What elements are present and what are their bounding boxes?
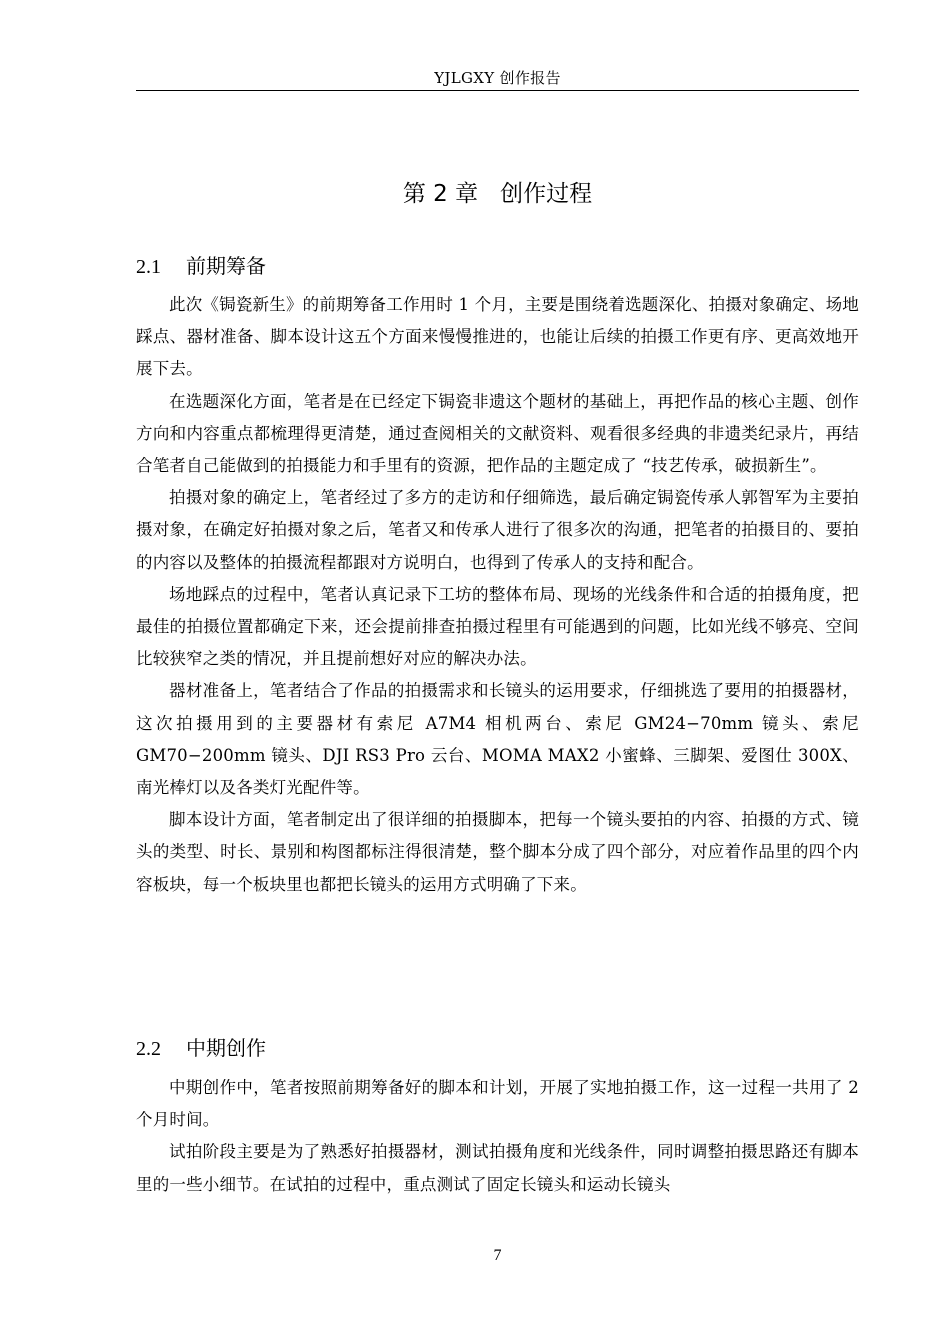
chapter-name: 创作过程 — [500, 181, 593, 207]
chapter-title — [136, 178, 859, 210]
section-heading-2-1 — [136, 252, 266, 281]
section-number: 2.1 — [136, 256, 161, 278]
header-rule — [136, 90, 859, 91]
section-body-2-2 — [136, 1072, 859, 1201]
paragraph: 在选题深化方面，笔者是在已经定下锔瓷非遗这个题材的基础上，再把作品的核心主题、创作方向和内容重点都梳理得更清楚，通过查阅相关的文献资料、观看很多经典的非遗类纪录片，再结合笔者自己能做到的拍摄能力和手里有的资源，把作品的主题定成了 “技艺传承，破损新生”。 — [136, 391, 859, 476]
section-title: 中期创作 — [186, 1036, 266, 1060]
paragraph: 中期创作中，笔者按照前期筹备好的脚本和计划，开展了实地拍摄工作，这一过程一共用了 2 个月时间。 — [136, 1078, 859, 1130]
paragraph: 试拍阶段主要是为了熟悉好拍摄器材，测试拍摄角度和光线条件，同时调整拍摄思路还有脚本里的一些小细节。在试拍的过程中，重点测试了固定长镜头和运动长镜头 — [136, 1142, 859, 1194]
paragraph: 此次《锔瓷新生》的前期筹备工作用时 1 个月，主要是围绕着选题深化、拍摄对象确定、场地踩点、器材准备、脚本设计这五个方面来慢慢推进的，也能让后续的拍摄工作更有序、更高效地开展下去。 — [136, 295, 859, 379]
paragraph: 器材准备上，笔者结合了作品的拍摄需求和长镜头的运用要求，仔细挑选了要用的拍摄器材，这次拍摄用到的主要器材有索尼 A7M4 相机两台、索尼 GM24−70mm 镜头、索尼 GM70−200mm 镜头、DJI RS3 Pro 云台、MOMA MAX2 小蜜蜂、三脚架、爱图仕 300X、南光棒灯以及各类灯光配件等。 — [136, 681, 859, 798]
section-body-2-1 — [136, 289, 859, 901]
running-header: YJLGXY 创作报告 — [434, 69, 561, 87]
section-title: 前期筹备 — [186, 254, 266, 278]
section-heading-2-2 — [136, 1034, 266, 1063]
chapter-number: 第 2 章 — [402, 181, 479, 207]
section-number: 2.2 — [136, 1038, 161, 1060]
paragraph: 脚本设计方面，笔者制定出了很详细的拍摄脚本，把每一个镜头要拍的内容、拍摄的方式、镜头的类型、时长、景别和构图都标注得很清楚，整个脚本分成了四个部分，对应着作品里的四个内容板块，每一个板块里也都把长镜头的运用方式明确了下来。 — [136, 810, 859, 894]
paragraph: 场地踩点的过程中，笔者认真记录下工坊的整体布局、现场的光线条件和合适的拍摄角度，把最佳的拍摄位置都确定下来，还会提前排查拍摄过程里有可能遇到的问题，比如光线不够亮、空间比较狭窄之类的情况，并且提前想好对应的解决办法。 — [136, 584, 859, 669]
page-number: 7 — [493, 1247, 502, 1264]
paragraph: 拍摄对象的确定上，笔者经过了多方的走访和仔细筛选，最后确定锔瓷传承人郭智军为主要拍摄对象，在确定好拍摄对象之后，笔者又和传承人进行了很多次的沟通，把笔者的拍摄目的、要拍的内容以及整体的拍摄流程都跟对方说明白，也得到了传承人的支持和配合。 — [136, 488, 859, 572]
